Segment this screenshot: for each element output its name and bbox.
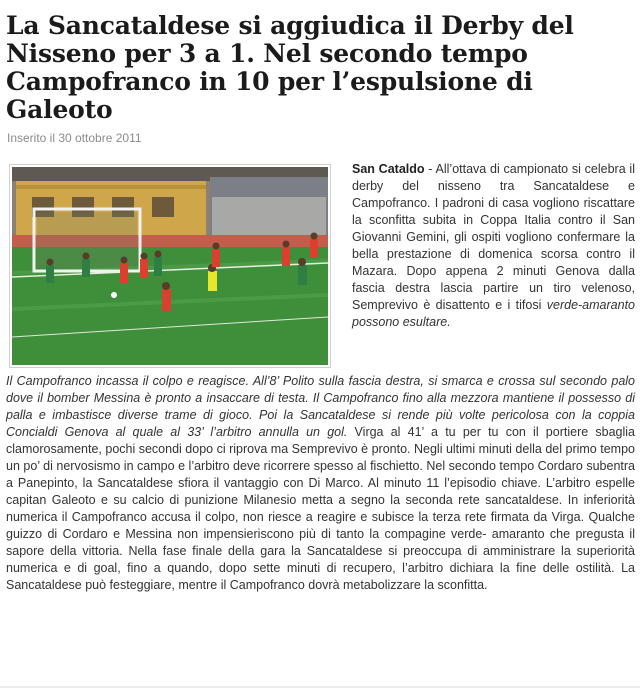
article-dateline-place: San Cataldo (352, 162, 425, 176)
article-body-italic: Il Campofranco incassa il colpo e reagisce. All’8’ Polito sulla fascia destra, si smarca e crossa sul secondo palo dove il bomber Messina è pronto a insaccare di testa. Il Campofranco fino alla mezzora mantiene il possesso di palla e imbastisce diverse trame di gioco. Poi la Sancataldese si rende più volte pericolosa con la coppia Concialdi Genova al quale al 33’ l’arbitro annulla un gol. (6, 374, 635, 439)
article-intro-text: - All’ottava di campionato si celebra il derby del nisseno tra Sancataldese e Campofranco. I padroni di casa vogliono riscattare la sconfitta subita in Coppa Italia contro il San Giovanni Gemini, gli ospiti vogliono confermare la bella prestazione di domenica scorsa contro il Mazara. Dopo appena 2 minuti Genova dalla fascia destra lascia partire un tiro velenoso, Semprevivo è disattento e i tifosi (352, 162, 635, 312)
article-body (6, 373, 635, 594)
match-photo-image (12, 167, 328, 365)
article-title: La Sancataldese si aggiudica il Derby del Nisseno per 3 a 1. Nel secondo tempo Campofranco in 10 per l’espulsione di Galeoto (6, 11, 574, 124)
match-photo[interactable] (9, 164, 331, 368)
article-intro-emphasis: verde-amaranto possono esultare. (352, 298, 635, 329)
article-intro (352, 161, 635, 331)
publish-date: Inserito il 30 ottobre 2011 (7, 131, 142, 145)
article-body-regular: Virga al 41’ a tu per tu con il portiere sbaglia clamorosamente, pochi secondi dopo ci riprova ma Semprevivo è pronto. Negli ultimi minuti della del primo tempo un po’ di nervosismo in campo e l’arbitro deve ricorrere spesso al fischietto. Nel secondo tempo Cordaro subentra a Panepinto, la Sancataldese sfiora il vantaggio con Di Marco. Al minuto 11 l’episodio chiave. L’arbitro espelle capitan Galeoto e su calcio di punizione Milanesio metta a segno la seconda rete sancataldese. In inferiorità numerica il Campofranco accusa il colpo, non riesce a reagire e subisce la terza rete firmata da Virga. Qualche guizzo di Cordaro e Messina non impensieriscono più di tanto la compagine verde- amaranto che pregusta il sapore della vittoria. Nella fase finale della gara la Sancataldese si preoccupa di amministrare la superiorità numerica e di goal, fino a quando, dopo sette minuti di recupero, l’arbitro dichiara la fine delle ostilità. La Sancataldese può festeggiare, mentre il Campofranco dovrà metabolizzare la sconfitta. (6, 425, 635, 592)
